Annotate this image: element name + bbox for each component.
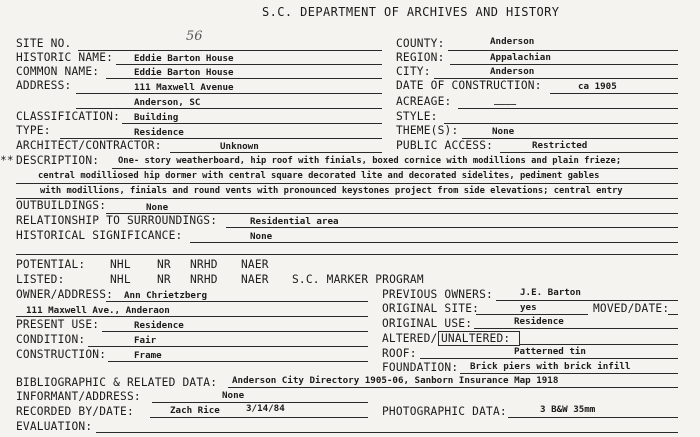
present-use-value: Residence — [134, 320, 184, 331]
relationship-line — [226, 227, 678, 228]
foundation-line — [460, 373, 678, 374]
architect-line — [170, 152, 382, 153]
condition-label: CONDITION: — [16, 333, 86, 346]
original-site-value: yes — [520, 302, 537, 313]
common-name-value: Eddie Barton House — [134, 67, 234, 78]
form-header: S.C. DEPARTMENT OF ARCHIVES AND HISTORY — [262, 5, 560, 19]
bibliographic-value: Anderson City Directory 1905-06, Sanborn Insurance Map 1918 — [232, 375, 559, 386]
description-rule-2 — [16, 183, 678, 184]
public-access-value: Restricted — [532, 140, 588, 151]
listed-marker-program: S.C. MARKER PROGRAM — [292, 273, 424, 286]
region-label: REGION: — [396, 51, 445, 64]
roof-line — [420, 358, 678, 359]
evaluation-label: EVALUATION: — [16, 420, 93, 433]
photographic-value: 3 B&W 35mm — [540, 404, 596, 415]
city-label: CITY: — [396, 65, 431, 78]
architect-value: Unknown — [220, 141, 259, 152]
construction-label: CONSTRUCTION: — [16, 348, 107, 361]
architect-label: ARCHITECT/CONTRACTOR: — [16, 139, 162, 152]
recorded-date: 3/14/84 — [246, 403, 285, 414]
type-value: Residence — [134, 127, 184, 138]
acreage-value: ____ — [494, 95, 517, 106]
significance-value: None — [250, 231, 273, 242]
acreage-label: ACREAGE: — [396, 95, 452, 108]
informant-value: None — [222, 390, 245, 401]
address-line — [76, 93, 382, 94]
description-line-3: with modillions, finials and round vents with pronounced keystones project from side elevations; central entry — [40, 186, 623, 196]
theme-label: THEME(S): — [396, 124, 459, 137]
original-use-line — [474, 328, 678, 329]
description-rule-1 — [112, 168, 678, 169]
evaluation-line — [96, 432, 678, 433]
county-label: COUNTY: — [396, 37, 445, 50]
blank-rule — [16, 254, 678, 255]
significance-line — [190, 242, 678, 243]
public-access-line — [500, 152, 678, 153]
recorded-line — [150, 417, 368, 418]
site-no-line — [78, 50, 382, 51]
classification-value: Building — [134, 112, 179, 123]
relationship-label: RELATIONSHIP TO SURROUNDINGS: — [16, 214, 218, 227]
owner-line-2 — [16, 316, 368, 317]
county-value: Anderson — [490, 36, 535, 47]
present-use-line — [102, 331, 368, 332]
construction-line — [108, 361, 368, 362]
original-use-value: Residence — [514, 316, 564, 327]
description-marker: ** — [0, 154, 14, 167]
original-use-label: ORIGINAL USE: — [382, 317, 473, 330]
historic-name-value: Eddie Barton House — [134, 53, 234, 64]
potential-nhl: NHL — [110, 258, 131, 271]
potential-nr: NR — [157, 258, 171, 271]
description-line-1: One- story weatherboard, hip roof with finials, boxed cornice with modillions and plain frieze; — [118, 156, 622, 166]
foundation-label: FOUNDATION: — [382, 361, 459, 374]
owner-value-2: 111 Maxwell Ave., Anderaon — [26, 305, 170, 316]
historic-name-label: HISTORIC NAME: — [16, 51, 114, 64]
outbuildings-label: OUTBUILDINGS: — [16, 199, 107, 212]
style-label: STYLE: — [396, 110, 438, 123]
altered-line — [520, 344, 678, 345]
county-line — [448, 50, 678, 51]
significance-label: HISTORICAL SIGNIFICANCE: — [16, 229, 183, 242]
region-value: Appalachian — [490, 52, 551, 63]
potential-label: POTENTIAL: — [16, 258, 86, 271]
construction-value: Frame — [134, 350, 162, 361]
address-value: 111 Maxwell Avenue — [134, 82, 234, 93]
potential-nrhd: NRHD — [190, 258, 218, 271]
common-name-label: COMMON NAME: — [16, 65, 100, 78]
acreage-line — [458, 108, 678, 109]
recorded-label: RECORDED BY/DATE: — [16, 405, 134, 418]
original-site-label: ORIGINAL SITE: — [382, 302, 480, 315]
informant-label: INFORMANT/ADDRESS: — [16, 390, 141, 403]
site-no-value: 56 — [186, 29, 203, 44]
bibliographic-line — [228, 387, 678, 388]
previous-owners-value: J.E. Barton — [520, 287, 581, 298]
moved-date-label: MOVED/DATE: — [593, 302, 670, 315]
type-label: TYPE: — [16, 124, 51, 137]
owner-line — [106, 301, 368, 302]
recorded-value: Zach Rice — [170, 405, 220, 416]
description-rule-3 — [16, 198, 678, 199]
classification-label: CLASSIFICATION: — [16, 110, 121, 123]
relationship-value: Residential area — [250, 216, 339, 227]
listed-label: LISTED: — [16, 273, 65, 286]
altered-label: ALTERED/ — [382, 332, 438, 345]
roof-value: Patterned tin — [514, 346, 586, 357]
listed-nhl: NHL — [110, 273, 131, 286]
style-line — [444, 123, 678, 124]
address-line-2 — [76, 108, 382, 109]
foundation-value: Brick piers with brick infill — [470, 361, 631, 372]
roof-label: ROOF: — [382, 347, 417, 360]
theme-line — [462, 138, 678, 139]
region-line — [450, 64, 678, 65]
moved-date-line — [668, 314, 678, 315]
historic-name-line — [116, 64, 382, 65]
original-site-line — [476, 314, 588, 315]
date-line — [550, 93, 678, 94]
unaltered-label: UNALTERED: — [441, 332, 511, 345]
public-access-label: PUBLIC ACCESS: — [396, 139, 494, 152]
date-label: DATE OF CONSTRUCTION: — [396, 79, 542, 92]
owner-label: OWNER/ADDRESS: — [16, 288, 114, 301]
condition-line — [88, 346, 368, 347]
bibliographic-label: BIBLIOGRAPHIC & RELATED DATA: — [16, 376, 218, 389]
previous-owners-line — [496, 300, 678, 301]
photographic-line — [508, 417, 678, 418]
photographic-label: PHOTOGRAPHIC DATA: — [382, 405, 507, 418]
owner-value: Ann Chrietzberg — [124, 290, 207, 301]
classification-line — [122, 123, 382, 124]
present-use-label: PRESENT USE: — [16, 318, 100, 331]
previous-owners-label: PREVIOUS OWNERS: — [382, 288, 493, 301]
theme-value: None — [492, 126, 515, 137]
address-label: ADDRESS: — [16, 79, 72, 92]
date-value: ca 1905 — [578, 81, 617, 92]
city-value: Anderson — [490, 66, 535, 77]
outbuildings-value: None — [146, 202, 169, 213]
listed-nr: NR — [157, 273, 171, 286]
potential-naer: NAER — [241, 258, 269, 271]
site-no-label: SITE NO. — [16, 37, 72, 50]
common-name-line — [106, 78, 382, 79]
condition-value: Fair — [134, 335, 157, 346]
description-label: DESCRIPTION: — [16, 154, 100, 167]
listed-naer: NAER — [241, 273, 269, 286]
listed-nrhd: NRHD — [190, 273, 218, 286]
description-line-2: central modilliosed hip dormer with central square decorated lite and decorated sidelites, pediment gables — [38, 171, 600, 181]
address-value-2: Anderson, SC — [134, 97, 201, 108]
